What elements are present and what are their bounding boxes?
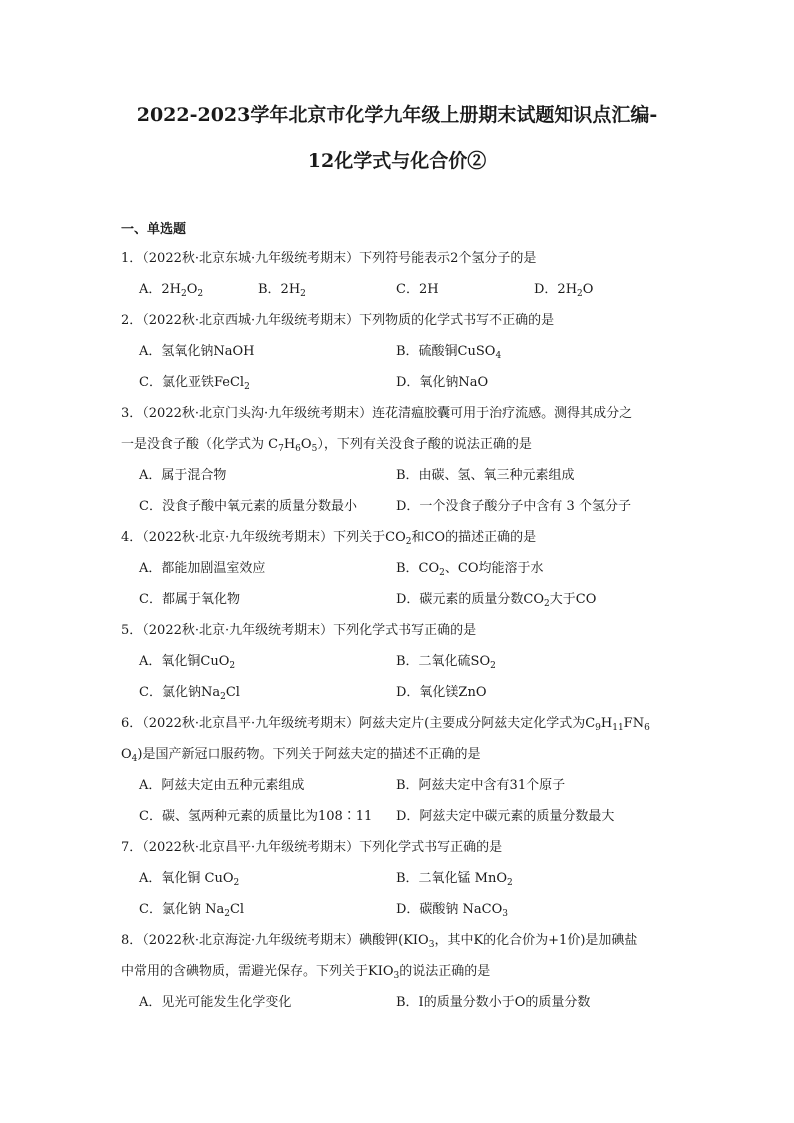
question-4-stem: 4．（2022秋·北京·九年级统考期末）下列关于$CO_2$和CO的描述正确的是 bbox=[121, 530, 537, 547]
question-2-option-b: B．硫酸铜CuSO$_4$ bbox=[396, 344, 502, 361]
question-2-option-d: D．氧化钠NaO bbox=[396, 375, 489, 390]
question-6-option-c: C．碳、氢两种元素的质量比为108∶11 bbox=[139, 809, 373, 824]
document-title-line1: 2022-2023学年北京市化学九年级上册期末试题知识点汇编- bbox=[136, 104, 658, 126]
question-1-stem: 1．（2022秋·北京东城·九年级统考期末）下列符号能表示2个氢分子的是 bbox=[121, 251, 537, 266]
section-heading: 一、单选题 bbox=[121, 222, 187, 237]
question-6-stem-line2: $O_4$)是国产新冠口服药物。下列关于阿兹夫定的描述不正确的是 bbox=[121, 747, 481, 764]
question-3-option-c: C．没食子酸中氧元素的质量分数最小 bbox=[139, 499, 357, 514]
question-5-option-c: C．氯化钠$Na_2Cl$ bbox=[139, 685, 240, 702]
question-3-stem-line2: 一是没食子酸（化学式为 $C_7H_6O_5$），下列有关没食子酸的说法正确的是 bbox=[121, 437, 532, 454]
question-7-option-d: D．碳酸钠 NaCO$_3$ bbox=[396, 902, 509, 919]
question-2-stem: 2．（2022秋·北京西城·九年级统考期末）下列物质的化学式书写不正确的是 bbox=[121, 313, 555, 328]
question-6-option-b: B．阿兹夫定中含有31个原子 bbox=[396, 778, 566, 793]
question-7-option-a: A．氧化铜 CuO$_2$ bbox=[139, 871, 240, 888]
question-7-option-b: B．二氧化锰 MnO$_2$ bbox=[396, 871, 513, 888]
question-6-option-d: D．阿兹夫定中碳元素的质量分数最大 bbox=[396, 809, 615, 824]
question-3-option-d: D．一个没食子酸分子中含有 3 个氢分子 bbox=[396, 499, 631, 514]
question-8-stem-line1: 8．（2022秋·北京海淀·九年级统考期末）碘酸钾($KIO_3$，其中K的化合价为+1价)是加碘盐 bbox=[121, 933, 638, 950]
question-3-stem-line1: 3．（2022秋·北京门头沟·九年级统考期末）连花清瘟胶囊可用于治疗流感。测得其成分之 bbox=[121, 406, 633, 421]
question-2-option-c: C．氯化亚铁FeCl$_2$ bbox=[139, 375, 250, 392]
question-2-option-a: A．氢氧化钠NaOH bbox=[139, 344, 255, 359]
question-3-option-b: B．由碳、氢、氧三种元素组成 bbox=[396, 468, 575, 483]
question-4-option-a: A．都能加剧温室效应 bbox=[139, 561, 266, 576]
question-5-stem: 5．（2022秋·北京·九年级统考期末）下列化学式书写正确的是 bbox=[121, 623, 477, 638]
document-title-line2: 12化学式与化合价② bbox=[307, 150, 487, 172]
question-1-option-a: A．$2H_2O_2$ bbox=[139, 282, 204, 299]
question-1-option-b: B．$2H_2$ bbox=[258, 282, 306, 299]
question-5-option-d: D．氧化镁ZnO bbox=[396, 685, 487, 700]
question-5-option-a: A．氧化铜CuO$_2$ bbox=[139, 654, 236, 671]
question-7-option-c: C．氯化钠 $Na_2Cl$ bbox=[139, 902, 245, 919]
question-8-stem-line2: 中常用的含碘物质，需避光保存。下列关于$KIO_3$的说法正确的是 bbox=[121, 964, 491, 981]
question-7-stem: 7．（2022秋·北京昌平·九年级统考期末）下列化学式书写正确的是 bbox=[121, 840, 503, 855]
question-6-stem-line1: 6．（2022秋·北京昌平·九年级统考期末）阿兹夫定片(主要成分阿兹夫定化学式为$C_9H_{11}FN_6$ bbox=[121, 716, 650, 733]
question-8-option-b: B．I的质量分数小于O的质量分数 bbox=[396, 995, 591, 1010]
question-3-option-a: A．属于混合物 bbox=[139, 468, 227, 483]
question-1-option-d: D．$2H_2O$ bbox=[534, 282, 594, 299]
question-8-option-a: A．见光可能发生化学变化 bbox=[139, 995, 292, 1010]
question-4-option-b: B．$CO_2$、CO均能溶于水 bbox=[396, 561, 544, 578]
question-6-option-a: A．阿兹夫定由五种元素组成 bbox=[139, 778, 305, 793]
question-4-option-d: D．碳元素的质量分数$CO_2$大于CO bbox=[396, 592, 597, 609]
question-5-option-b: B．二氧化硫$SO_2$ bbox=[396, 654, 496, 671]
question-1-option-c: C．2H bbox=[396, 282, 439, 297]
question-4-option-c: C．都属于氧化物 bbox=[139, 592, 240, 607]
